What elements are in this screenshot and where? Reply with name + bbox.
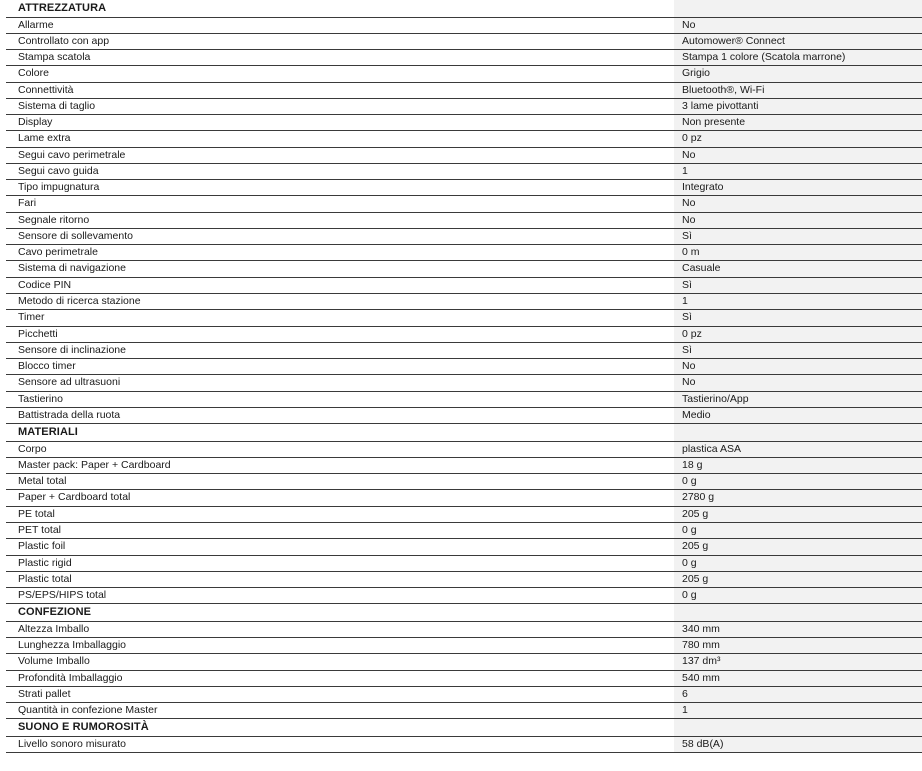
spec-label: Cavo perimetrale bbox=[18, 246, 98, 259]
table-row bbox=[6, 408, 922, 424]
spec-label: Livello sonoro misurato bbox=[18, 737, 126, 750]
spec-label: Quantità in confezione Master bbox=[18, 704, 158, 717]
table-row bbox=[6, 375, 922, 391]
spec-label: Colore bbox=[18, 67, 49, 80]
section-title: CONFEZIONE bbox=[18, 606, 92, 619]
spec-label: Segui cavo guida bbox=[18, 164, 99, 177]
table-row bbox=[6, 310, 922, 326]
spec-value: 2780 g bbox=[674, 490, 922, 505]
spec-label: Sensore ad ultrasuoni bbox=[18, 376, 121, 389]
spec-value: No bbox=[674, 359, 922, 374]
spec-value: 18 g bbox=[674, 458, 922, 473]
section-title: SUONO E RUMOROSITÀ bbox=[18, 721, 149, 734]
table-row bbox=[6, 474, 922, 490]
table-row bbox=[6, 164, 922, 180]
spec-value: Tastierino/App bbox=[674, 392, 922, 407]
spec-label: Segnale ritorno bbox=[18, 213, 90, 226]
table-row bbox=[6, 622, 922, 638]
spec-label: Plastic foil bbox=[18, 540, 66, 553]
spec-label: Metal total bbox=[18, 475, 67, 488]
spec-label: Plastic total bbox=[18, 572, 72, 585]
spec-value: Sì bbox=[674, 310, 922, 325]
table-row bbox=[6, 458, 922, 474]
spec-label: Blocco timer bbox=[18, 360, 76, 373]
spec-label: Master pack: Paper + Cardboard bbox=[18, 458, 171, 471]
table-row bbox=[6, 539, 922, 555]
table-row bbox=[6, 638, 922, 654]
table-row bbox=[6, 442, 922, 458]
spec-value: No bbox=[674, 18, 922, 33]
table-row bbox=[6, 556, 922, 572]
spec-label: Fari bbox=[18, 197, 37, 210]
table-row bbox=[6, 572, 922, 588]
spec-value: Stampa 1 colore (Scatola marrone) bbox=[674, 50, 922, 65]
spec-value: No bbox=[674, 213, 922, 228]
spec-label: Battistrada della ruota bbox=[18, 408, 121, 421]
table-row bbox=[6, 294, 922, 310]
spec-value: 205 g bbox=[674, 572, 922, 587]
spec-value: Non presente bbox=[674, 115, 922, 130]
table-row bbox=[6, 392, 922, 408]
spec-value: Bluetooth®, Wi-Fi bbox=[674, 83, 922, 98]
table-row bbox=[6, 261, 922, 277]
spec-value: 0 pz bbox=[674, 131, 922, 146]
table-row bbox=[6, 490, 922, 506]
section-value-cell bbox=[674, 0, 922, 17]
spec-label: Lame extra bbox=[18, 132, 71, 145]
section-value-cell bbox=[674, 604, 922, 621]
spec-value: Casuale bbox=[674, 261, 922, 276]
table-row bbox=[6, 671, 922, 687]
spec-value: 780 mm bbox=[674, 638, 922, 653]
section-header bbox=[6, 719, 922, 737]
spec-value: 0 g bbox=[674, 588, 922, 603]
spec-value: 205 g bbox=[674, 539, 922, 554]
table-row bbox=[6, 180, 922, 196]
spec-value: No bbox=[674, 375, 922, 390]
spec-label: Codice PIN bbox=[18, 278, 72, 291]
spec-value: 58 dB(A) bbox=[674, 737, 922, 752]
spec-label: Controllato con app bbox=[18, 34, 110, 47]
spec-label: Tastierino bbox=[18, 392, 63, 405]
spec-value: 0 g bbox=[674, 523, 922, 538]
spec-label: Metodo di ricerca stazione bbox=[18, 295, 141, 308]
spec-value: 137 dm³ bbox=[674, 654, 922, 669]
spec-label: Sensore di inclinazione bbox=[18, 343, 126, 356]
spec-value: Integrato bbox=[674, 180, 922, 195]
spec-label: Sistema di taglio bbox=[18, 99, 96, 112]
spec-value: 0 pz bbox=[674, 327, 922, 342]
spec-value: 1 bbox=[674, 164, 922, 179]
spec-value: Automower® Connect bbox=[674, 34, 922, 49]
table-row bbox=[6, 148, 922, 164]
spec-label: Corpo bbox=[18, 442, 47, 455]
spec-label: Stampa scatola bbox=[18, 51, 91, 64]
spec-value: Grigio bbox=[674, 66, 922, 81]
section-value-cell bbox=[674, 424, 922, 441]
spec-value: 0 m bbox=[674, 245, 922, 260]
spec-label: Segui cavo perimetrale bbox=[18, 148, 126, 161]
spec-value: 540 mm bbox=[674, 671, 922, 686]
spec-label: Strati pallet bbox=[18, 687, 71, 700]
section-title: MATERIALI bbox=[18, 426, 78, 439]
table-row bbox=[6, 359, 922, 375]
table-row bbox=[6, 245, 922, 261]
table-row bbox=[6, 327, 922, 343]
table-row bbox=[6, 654, 922, 670]
spec-value: 3 lame pivottanti bbox=[674, 99, 922, 114]
table-row bbox=[6, 66, 922, 82]
table-row bbox=[6, 507, 922, 523]
spec-label: Tipo impugnatura bbox=[18, 181, 100, 194]
table-row bbox=[6, 83, 922, 99]
spec-value: 340 mm bbox=[674, 622, 922, 637]
spec-value: Sì bbox=[674, 278, 922, 293]
spec-value: plastica ASA bbox=[674, 442, 922, 457]
spec-value: 1 bbox=[674, 294, 922, 309]
spec-value: No bbox=[674, 196, 922, 211]
table-row bbox=[6, 278, 922, 294]
spec-label: Sensore di sollevamento bbox=[18, 229, 133, 242]
section-header bbox=[6, 604, 922, 622]
spec-value: Sì bbox=[674, 229, 922, 244]
table-row bbox=[6, 50, 922, 66]
table-row bbox=[6, 99, 922, 115]
table-row bbox=[6, 213, 922, 229]
table-row bbox=[6, 737, 922, 753]
spec-label: Connettività bbox=[18, 83, 74, 96]
spec-table bbox=[6, 0, 922, 753]
spec-label: Profondità Imballaggio bbox=[18, 671, 123, 684]
table-row bbox=[6, 523, 922, 539]
spec-value: No bbox=[674, 148, 922, 163]
table-row bbox=[6, 196, 922, 212]
spec-label: PS/EPS/HIPS total bbox=[18, 589, 107, 602]
spec-value: 0 g bbox=[674, 474, 922, 489]
spec-value: 205 g bbox=[674, 507, 922, 522]
spec-label: Display bbox=[18, 116, 53, 129]
spec-value: 6 bbox=[674, 687, 922, 702]
spec-value: 1 bbox=[674, 703, 922, 718]
spec-label: PET total bbox=[18, 523, 61, 536]
table-row bbox=[6, 687, 922, 703]
spec-label: Paper + Cardboard total bbox=[18, 491, 131, 504]
spec-label: Timer bbox=[18, 311, 45, 324]
spec-label: Allarme bbox=[18, 18, 54, 31]
table-row bbox=[6, 18, 922, 34]
table-row bbox=[6, 343, 922, 359]
section-title: ATTREZZATURA bbox=[18, 2, 107, 14]
section-header bbox=[6, 424, 922, 442]
table-row bbox=[6, 131, 922, 147]
spec-label: Volume Imballo bbox=[18, 655, 90, 668]
table-row bbox=[6, 588, 922, 604]
spec-label: PE total bbox=[18, 507, 55, 520]
table-row bbox=[6, 229, 922, 245]
spec-value: Sì bbox=[674, 343, 922, 358]
spec-label: Plastic rigid bbox=[18, 556, 72, 569]
table-row bbox=[6, 703, 922, 719]
spec-label: Sistema di navigazione bbox=[18, 262, 126, 275]
spec-value: Medio bbox=[674, 408, 922, 423]
table-row bbox=[6, 34, 922, 50]
spec-value: 0 g bbox=[674, 556, 922, 571]
table-row bbox=[6, 115, 922, 131]
section-value-cell bbox=[674, 719, 922, 736]
section-header bbox=[6, 0, 922, 18]
spec-label: Picchetti bbox=[18, 327, 58, 340]
spec-label: Altezza Imballo bbox=[18, 622, 90, 635]
spec-label: Lunghezza Imballaggio bbox=[18, 639, 126, 652]
